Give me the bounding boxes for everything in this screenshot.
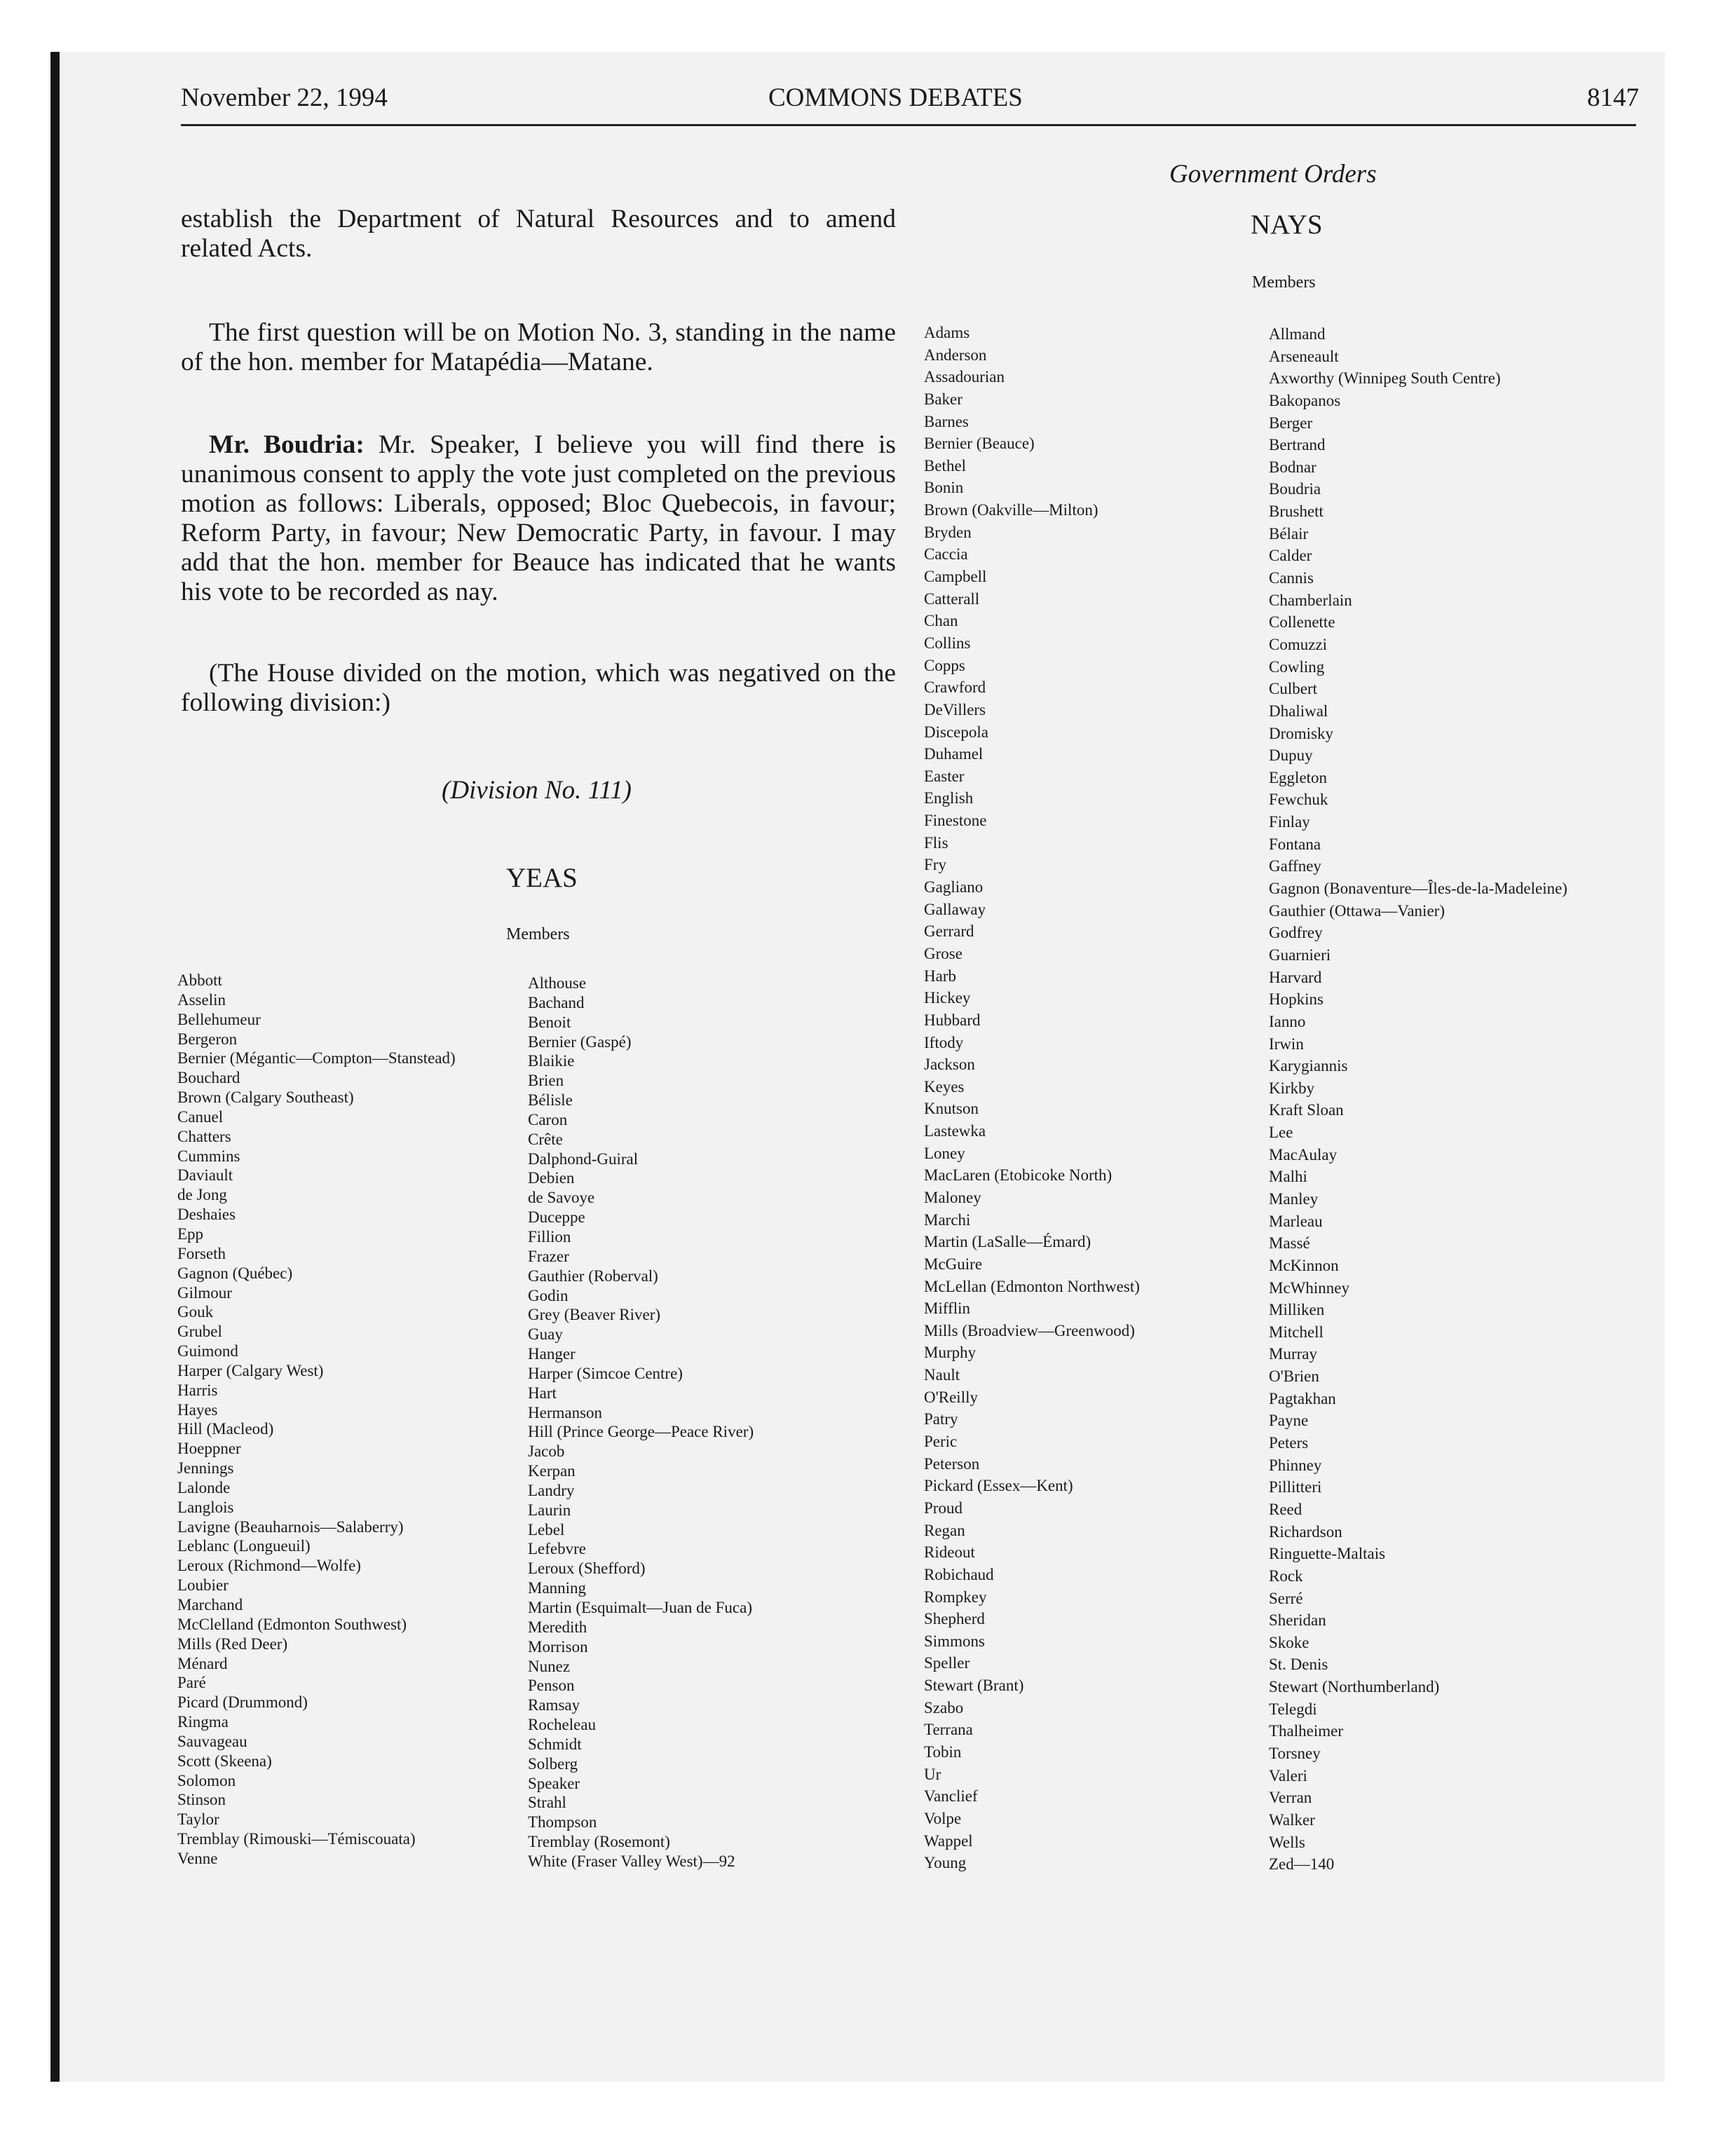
member-name: Bernier (Beauce) (924, 435, 1035, 453)
member-name: Marchand (177, 1596, 243, 1613)
member-name: Deshaies (177, 1206, 236, 1224)
member-name: Brien (528, 1072, 564, 1090)
member-name: Bakopanos (1269, 391, 1341, 409)
member-name: Frazer (528, 1247, 569, 1265)
member-name: Simmons (924, 1632, 985, 1650)
member-name: Forseth (177, 1244, 226, 1262)
yeas-members-label: Members (506, 925, 570, 943)
paragraph-intro: establish the Department of Natural Resources and to amend related Acts. (181, 205, 896, 263)
member-name: Telegdi (1269, 1700, 1317, 1718)
member-name: Fewchuk (1269, 791, 1328, 809)
member-name: Solomon (177, 1771, 236, 1789)
member-name: Campbell (924, 568, 987, 586)
member-name: Bellehumeur (177, 1010, 261, 1028)
member-name: Mills (Red Deer) (177, 1635, 288, 1653)
speaker-name: Mr. Boudria: (209, 430, 365, 459)
member-name: MacAulay (1269, 1145, 1338, 1164)
member-name: Dromisky (1269, 724, 1333, 742)
member-name: Mitchell (1269, 1323, 1324, 1341)
member-name: Lalonde (177, 1478, 231, 1496)
member-name: Phinney (1269, 1456, 1322, 1474)
member-name: Comuzzi (1269, 635, 1328, 653)
member-name: Gallaway (924, 900, 986, 918)
member-name: Tobin (924, 1743, 962, 1761)
member-name: Hart (528, 1384, 557, 1402)
section-title: Government Orders (1169, 160, 1377, 189)
member-name: Thompson (528, 1813, 597, 1831)
member-name: de Savoye (528, 1189, 595, 1207)
member-name: Rompkey (924, 1588, 987, 1606)
member-name: Hickey (924, 989, 971, 1007)
member-name: Eggleton (1269, 768, 1328, 786)
member-name: Gerrard (924, 922, 974, 941)
member-name: Guarnieri (1269, 946, 1331, 964)
member-name: Althouse (528, 974, 587, 992)
nays-column-2 (1269, 323, 1567, 1876)
member-name: Grose (924, 944, 962, 962)
member-name: Hubbard (924, 1011, 981, 1029)
member-name: Adams (924, 324, 970, 341)
member-name: Bernier (Mégantic—Compton—Stanstead) (177, 1049, 456, 1067)
member-name: Bachand (528, 993, 585, 1011)
member-name: Axworthy (Winnipeg South Centre) (1269, 369, 1501, 388)
member-name: Morrison (528, 1637, 588, 1656)
member-name: Hoeppner (177, 1440, 241, 1458)
member-name: Hopkins (1269, 990, 1324, 1009)
member-name: Harper (Simcoe Centre) (528, 1364, 683, 1382)
member-name: Harper (Calgary West) (177, 1361, 324, 1379)
member-name: Harris (177, 1381, 218, 1399)
member-name: Ur (924, 1765, 941, 1783)
member-name: Caron (528, 1110, 568, 1128)
member-name: Marleau (1269, 1212, 1323, 1230)
member-name: Stewart (Northumberland) (1269, 1678, 1440, 1696)
member-name: Malhi (1269, 1168, 1307, 1186)
member-name: Baker (924, 390, 962, 408)
member-name: Richardson (1269, 1522, 1342, 1541)
member-name: Barnes (924, 412, 969, 430)
nays-heading: NAYS (1251, 210, 1323, 240)
member-name: Schmidt (528, 1735, 582, 1753)
member-name: White (Fraser Valley West)—92 (528, 1852, 735, 1870)
member-name: McKinnon (1269, 1256, 1339, 1274)
member-name: Duhamel (924, 745, 984, 763)
member-name: Massé (1269, 1234, 1310, 1253)
scan-edge-bar (50, 52, 60, 2082)
header-page-number: 8147 (1587, 83, 1639, 112)
member-name: Caccia (924, 545, 968, 564)
member-name: Anderson (924, 346, 987, 364)
member-name: Berger (1269, 414, 1313, 432)
member-name: Chan (924, 612, 958, 630)
member-name: Solberg (528, 1754, 578, 1773)
member-name: Benoit (528, 1013, 571, 1031)
member-name: O'Reilly (924, 1388, 978, 1406)
member-name: Sauvageau (177, 1732, 247, 1750)
member-name: Grubel (177, 1323, 222, 1341)
member-name: Patry (924, 1410, 958, 1428)
member-name: Ringma (177, 1713, 229, 1731)
member-name: Strahl (528, 1794, 566, 1812)
member-name: Lastewka (924, 1122, 986, 1140)
member-name: Peterson (924, 1454, 980, 1473)
member-name: Young (924, 1854, 967, 1872)
member-name: de Jong (177, 1186, 227, 1204)
member-name: Gauthier (Roberval) (528, 1267, 658, 1285)
member-name: Cummins (177, 1147, 240, 1165)
member-name: Ramsay (528, 1696, 580, 1714)
member-name: Kirkby (1269, 1079, 1315, 1097)
member-name: Boudria (1269, 480, 1321, 498)
member-name: Wells (1269, 1833, 1305, 1851)
member-name: Picard (Drummond) (177, 1693, 308, 1712)
member-name: Culbert (1269, 680, 1317, 698)
paragraph-boudria (181, 430, 896, 607)
member-name: Godin (528, 1286, 569, 1304)
member-name: Venne (177, 1849, 218, 1867)
member-name: Hill (Prince George—Peace River) (528, 1423, 754, 1441)
member-name: Vanclief (924, 1787, 978, 1806)
member-name: Bélair (1269, 524, 1309, 543)
member-name: Lebel (528, 1520, 565, 1538)
member-name: Ianno (1269, 1012, 1306, 1030)
member-name: Hermanson (528, 1403, 603, 1421)
member-name: Landry (528, 1481, 575, 1499)
member-name: Pillitteri (1269, 1478, 1322, 1496)
member-name: Leroux (Shefford) (528, 1560, 646, 1578)
member-name: Hill (Macleod) (177, 1420, 274, 1438)
member-name: Robichaud (924, 1565, 994, 1583)
member-name: Regan (924, 1521, 965, 1539)
member-name: Skoke (1269, 1633, 1309, 1651)
member-name: Brown (Calgary Southeast) (177, 1089, 354, 1107)
member-name: Grey (Beaver River) (528, 1306, 661, 1324)
member-name: Arseneault (1269, 347, 1339, 365)
member-name: McWhinney (1269, 1278, 1349, 1297)
member-name: Kraft Sloan (1269, 1101, 1344, 1119)
member-name: Bryden (924, 523, 972, 541)
member-name: Martin (LaSalle—Émard) (924, 1233, 1091, 1251)
member-name: St. Denis (1269, 1656, 1328, 1674)
paragraph-division-note: (The House divided on the motion, which was negatived on the following division:) (181, 659, 896, 717)
member-name: Discepola (924, 723, 988, 741)
member-name: Hayes (177, 1400, 218, 1419)
member-name: Bergeron (177, 1030, 238, 1048)
member-name: Zed—140 (1269, 1855, 1335, 1874)
member-name: Volpe (924, 1809, 962, 1827)
member-name: Sheridan (1269, 1611, 1326, 1630)
member-name: Reed (1269, 1500, 1302, 1518)
member-name: Debien (528, 1169, 575, 1187)
member-name: Abbott (177, 971, 222, 989)
division-number: (Division No. 111) (442, 776, 632, 805)
member-name: Gagnon (Bonaventure—Îles-de-la-Madeleine) (1269, 880, 1567, 898)
member-name: Asselin (177, 990, 226, 1009)
member-name: Bodnar (1269, 458, 1316, 476)
member-name: Leroux (Richmond—Wolfe) (177, 1557, 361, 1575)
member-name: Copps (924, 656, 965, 674)
member-name: Iftody (924, 1033, 964, 1051)
member-name: Thalheimer (1269, 1722, 1344, 1740)
member-name: Lefebvre (528, 1540, 586, 1558)
member-name: Manley (1269, 1189, 1319, 1208)
member-name: Lavigne (Beauharnois—Salaberry) (177, 1517, 404, 1536)
member-name: Loney (924, 1144, 965, 1162)
member-name: Jackson (924, 1056, 975, 1074)
member-name: Ringuette-Maltais (1269, 1545, 1386, 1563)
member-name: DeVillers (924, 700, 986, 718)
member-name: Knutson (924, 1100, 979, 1118)
member-name: Nault (924, 1366, 960, 1384)
header-title: COMMONS DEBATES (768, 83, 1023, 112)
member-name: Murray (1269, 1345, 1317, 1363)
member-name: Karygiannis (1269, 1057, 1348, 1075)
member-name: Guimond (177, 1342, 238, 1360)
member-name: Fillion (528, 1227, 571, 1246)
member-name: McLellan (Edmonton Northwest) (924, 1277, 1140, 1295)
member-name: Ménard (177, 1654, 228, 1672)
yeas-column-1 (177, 971, 456, 1869)
member-name: Speller (924, 1654, 970, 1672)
member-name: Lee (1269, 1124, 1293, 1142)
member-name: Dalphond-Guiral (528, 1149, 639, 1168)
member-name: Scott (Skeena) (177, 1752, 272, 1770)
member-name: Gouk (177, 1303, 214, 1321)
member-name: Godfrey (1269, 924, 1323, 942)
member-name: Wappel (924, 1831, 973, 1850)
member-name: MacLaren (Etobicoke North) (924, 1166, 1113, 1185)
member-name: Mifflin (924, 1299, 971, 1318)
member-name: Proud (924, 1499, 962, 1517)
member-name: Pickard (Essex—Kent) (924, 1477, 1073, 1495)
member-name: McGuire (924, 1255, 983, 1273)
member-name: Serré (1269, 1589, 1303, 1607)
member-name: Epp (177, 1224, 204, 1243)
member-name: Szabo (924, 1698, 964, 1717)
member-name: Chatters (177, 1127, 231, 1145)
member-name: Guay (528, 1325, 563, 1344)
member-name: Daviault (177, 1166, 233, 1185)
member-name: Irwin (1269, 1035, 1304, 1053)
member-name: Tremblay (Rosemont) (528, 1833, 670, 1851)
member-name: Bernier (Gaspé) (528, 1032, 632, 1051)
member-name: Murphy (924, 1344, 977, 1362)
member-name: Brown (Oakville—Milton) (924, 501, 1098, 519)
header-date: November 22, 1994 (181, 83, 388, 112)
member-name: Allmand (1269, 325, 1326, 343)
member-name: Fontana (1269, 835, 1321, 853)
member-name: Bélisle (528, 1091, 573, 1110)
member-name: Flis (924, 833, 948, 852)
member-name: Gagnon (Québec) (177, 1264, 293, 1282)
member-name: Finestone (924, 812, 987, 830)
member-name: O'Brien (1269, 1367, 1319, 1386)
nays-members-label: Members (1252, 273, 1316, 292)
member-name: Martin (Esquimalt—Juan de Fuca) (528, 1599, 753, 1616)
member-name: Torsney (1269, 1745, 1321, 1762)
member-name: Rideout (924, 1543, 975, 1562)
speaker-text: Mr. Speaker, I believe you will find there is unanimous consent to apply the vote just completed on the previous motion as follows: Liberals, opposed; Bloc Quebecois, in favour; Reform Party, in favour; New Democratic Party, in favour. I may add that the hon. member for Beauce has indicated that he wants his vote to be recorded as nay. (181, 430, 897, 606)
member-name: Calder (1269, 547, 1312, 565)
member-name: Laurin (528, 1501, 571, 1519)
member-name: Shepherd (924, 1610, 985, 1628)
member-name: Rock (1269, 1567, 1303, 1585)
member-name: Jennings (177, 1459, 234, 1478)
member-name: Hanger (528, 1345, 576, 1363)
member-name: Gaffney (1269, 857, 1321, 875)
yeas-column-2 (528, 974, 754, 1871)
member-name: Gilmour (177, 1283, 232, 1302)
member-name: Speaker (528, 1774, 580, 1792)
paragraph-question: The first question will be on Motion No. 3, standing in the name of the hon. member for Matapédia—Matane. (181, 318, 896, 376)
member-name: Keyes (924, 1077, 965, 1096)
member-name: Brushett (1269, 503, 1324, 521)
member-name: Valeri (1269, 1766, 1307, 1785)
member-name: Easter (924, 767, 965, 785)
member-name: Canuel (177, 1107, 224, 1126)
member-name: Gauthier (Ottawa—Vanier) (1269, 901, 1445, 920)
member-name: Harvard (1269, 968, 1322, 986)
member-name: Maloney (924, 1188, 981, 1206)
member-name: Fry (924, 856, 946, 874)
member-name: Harb (924, 967, 956, 985)
member-name: Peric (924, 1433, 958, 1451)
member-name: Verran (1269, 1789, 1312, 1807)
member-name: Loubier (177, 1576, 229, 1595)
member-name: Finlay (1269, 813, 1310, 831)
member-name: Gagliano (924, 878, 984, 896)
member-name: Manning (528, 1579, 587, 1597)
member-name: Meredith (528, 1618, 587, 1636)
member-name: Bertrand (1269, 436, 1326, 454)
member-name: Jacob (528, 1442, 565, 1461)
member-name: Collenette (1269, 613, 1335, 632)
member-name: Blaikie (528, 1052, 575, 1070)
member-name: Dupuy (1269, 746, 1313, 765)
header-rule (181, 124, 1636, 126)
member-name: Pagtakhan (1269, 1389, 1336, 1407)
member-name: Tremblay (Rimouski—Témiscouata) (177, 1830, 416, 1848)
member-name: Duceppe (528, 1208, 585, 1227)
member-name: Cannis (1269, 569, 1314, 587)
member-name: Bouchard (177, 1069, 240, 1087)
member-name: Walker (1269, 1810, 1315, 1829)
member-name: Payne (1269, 1412, 1309, 1430)
member-name: Marchi (924, 1210, 971, 1229)
member-name: Bonin (924, 479, 964, 497)
member-name: Kerpan (528, 1462, 576, 1480)
member-name: Nunez (528, 1657, 571, 1675)
nays-column-1 (924, 322, 1140, 1874)
member-name: Stinson (177, 1791, 226, 1809)
member-name: Paré (177, 1674, 206, 1692)
member-name: Bethel (924, 456, 967, 475)
member-name: Stewart (Brant) (924, 1677, 1024, 1695)
member-name: Cowling (1269, 657, 1325, 676)
member-name: Assadourian (924, 368, 1005, 386)
member-name: Crawford (924, 678, 986, 697)
member-name: McClelland (Edmonton Southwest) (177, 1615, 407, 1633)
member-name: Terrana (924, 1721, 973, 1739)
member-name: Dhaliwal (1269, 702, 1328, 720)
member-name: Langlois (177, 1498, 234, 1516)
member-name: Milliken (1269, 1301, 1325, 1319)
member-name: English (924, 789, 974, 807)
member-name: Mills (Broadview—Greenwood) (924, 1321, 1135, 1339)
member-name: Taylor (177, 1810, 219, 1829)
yeas-heading: YEAS (506, 863, 578, 893)
member-name: Collins (924, 634, 971, 652)
member-name: Catterall (924, 589, 980, 608)
member-name: Peters (1269, 1434, 1309, 1452)
member-name: Chamberlain (1269, 591, 1352, 609)
member-name: Leblanc (Longueuil) (177, 1537, 311, 1555)
member-name: Penson (528, 1677, 575, 1695)
member-name: Rocheleau (528, 1716, 597, 1734)
member-name: Crête (528, 1130, 563, 1148)
